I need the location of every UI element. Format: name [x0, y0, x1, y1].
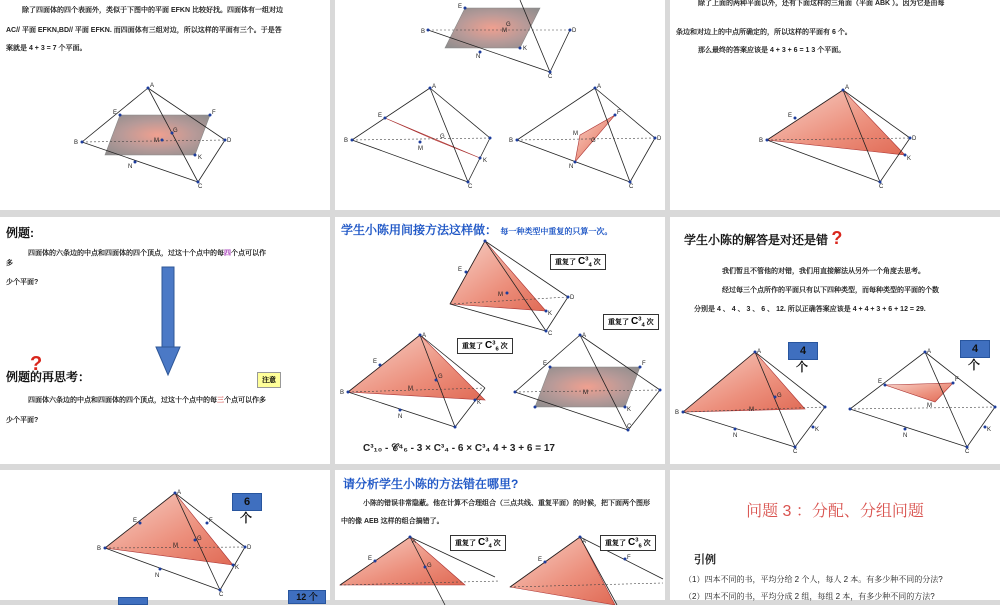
tetrahedron-diagram-top: [420, 0, 580, 80]
label-a: A: [432, 84, 437, 90]
unit-label-2: 个: [968, 358, 981, 372]
label-g: G: [427, 563, 432, 569]
label-k: K: [483, 158, 488, 164]
label-e: E: [538, 557, 543, 563]
slide3-text-line2: 条边和对边上的中点所确定的，所以这样的平面有 6 个。: [676, 29, 852, 36]
slide5-title: 学生小陈用间接方法这样做： 每一种类型中重复的只算一次。: [341, 223, 613, 237]
label-m: M: [418, 146, 423, 152]
label-d: D: [572, 28, 577, 34]
label-g: G: [440, 134, 445, 140]
slide1-text-line3: 案就是 4 + 3 = 7 个平面。: [6, 45, 87, 52]
slide4-question-line2: 少个平面?: [6, 279, 39, 286]
label-e: E: [458, 267, 463, 273]
slide4-question-line1: 四面体的六条边的中点和四面体的四个顶点，过这十个点中的每四个点可以作: [28, 250, 266, 257]
slide-2[interactable]: [335, 0, 665, 210]
label-f: F: [209, 518, 213, 524]
label-k: K: [907, 156, 912, 162]
label-d: D: [657, 136, 662, 142]
tetrahedron-diagram-abk: [95, 485, 255, 598]
label-m: M: [498, 292, 503, 298]
label-c: C: [198, 184, 203, 190]
label-e: E: [113, 110, 118, 116]
slide1-text-line2: AC// 平面 EFKN,BD// 平面 EFKN. 而四面体有三组对边，所以这样的平面有三个。于是答: [6, 27, 282, 34]
repeat-badge-2: 重复了 $C^3_6$ 次: [457, 338, 513, 354]
label-m: M: [154, 138, 159, 144]
tetrahedron-diagram-abk: [755, 80, 925, 190]
slide4-rethink-line2: 少个平面?: [6, 417, 39, 424]
tetrahedron-diagram-right: [505, 80, 665, 190]
label-m: M: [173, 543, 178, 549]
label-n: N: [398, 414, 403, 420]
slide-5[interactable]: [335, 217, 665, 464]
label-k: K: [523, 46, 528, 52]
label-g: G: [438, 374, 443, 380]
label-b: B: [509, 138, 514, 144]
repeat-badge-3: 重复了 $C^3_4$ 次: [603, 314, 659, 330]
label-c: C: [793, 449, 798, 455]
tetrahedron-diagram-left: [340, 332, 490, 432]
label-k: K: [548, 311, 553, 317]
slide9-item-2: （2）四本不同的书，平均分成 2 组，每组 2 本，有多少种不同的方法?: [684, 592, 935, 601]
label-k: K: [987, 427, 992, 433]
label-d: D: [912, 136, 917, 142]
slide8-title: 请分析学生小陈的方法错在哪里?: [343, 477, 519, 491]
label-b: B: [421, 29, 426, 35]
count-box-1: 4: [788, 342, 818, 360]
slide3-text-line3: 那么最终的答案应该是 4 + 3 + 6 = 1 3 个平面。: [698, 47, 846, 54]
slide6-text-line3: 分别是 4 、 4 、 3 、 6 、 12. 所以正确答案应该是 4 + 4 + 3 + 6 + 12 = 29.: [694, 306, 926, 313]
unit-label-1: 个: [796, 360, 809, 374]
slide9-item-1: （1）四本不同的书，平均分给 2 个人，每人 2 本。有多少种不同的分法?: [684, 575, 943, 584]
slide-9[interactable]: [670, 470, 1000, 600]
tetrahedron-diagram-left: [340, 80, 500, 190]
label-a: A: [582, 539, 587, 545]
label-a: A: [927, 349, 932, 355]
slide6-text-line1: 我们暂且不管他的对错，我们用直接解法从另外一个角度去思考。: [722, 268, 925, 275]
label-k: K: [477, 400, 482, 406]
label-f: F: [627, 555, 631, 561]
label-m: M: [502, 28, 507, 34]
slide-7[interactable]: [0, 470, 330, 600]
tetrahedron-diagram-efkn: [510, 332, 665, 432]
label-e: E: [543, 361, 548, 367]
label-a: A: [150, 83, 155, 89]
slide3-text-line1: 除了上面的两种平面以外，还有下面这样的三角面（平面 ABK ）。因为它是由每: [698, 0, 945, 7]
label-b: B: [340, 390, 345, 396]
label-g: G: [506, 22, 511, 28]
label-c: C: [548, 74, 553, 80]
slide5-subtitle: 每一种类型中重复的只算一次。: [500, 227, 613, 236]
label-f: F: [617, 110, 621, 116]
tetrahedron-diagram-left: [675, 347, 835, 457]
slide8-text-line1: 小陈的错误非常隐蔽。他在计算不合理组合（三点共线、重复平面）的时候，把下面两个图形: [363, 500, 650, 507]
repeat-badge-1: 重复了 $C^3_4$ 次: [450, 535, 506, 551]
label-d: D: [247, 545, 252, 551]
label-e: E: [378, 113, 383, 119]
tetrahedron-diagram-efkn: [70, 80, 250, 190]
slide-3[interactable]: [670, 0, 1000, 210]
label-g: G: [777, 393, 782, 399]
label-c: C: [219, 592, 224, 598]
slide-8[interactable]: [335, 470, 665, 600]
label-c: C: [879, 184, 884, 190]
slide8-text-line2: 中的像 AEB 这样的组合搞错了。: [341, 518, 444, 525]
count-box-12: 12 个: [288, 590, 326, 604]
label-m: M: [408, 386, 413, 392]
label-e: E: [458, 4, 463, 10]
repeat-badge-2: 重复了 $C^3_6$ 次: [600, 535, 656, 551]
label-f: F: [955, 377, 959, 383]
label-a: A: [412, 539, 417, 545]
label-n: N: [733, 433, 738, 439]
label-a: A: [422, 333, 427, 339]
slide1-text-line1: 除了四面体的四个表面外，类似于下图中的平面 EFKN 比较好找。四面体有一组对边: [22, 7, 283, 14]
question-mark-icon: ?: [30, 353, 43, 375]
count-box-6: 6: [232, 493, 262, 511]
label-b: B: [97, 546, 102, 552]
label-n: N: [903, 433, 908, 439]
slide4-title: 例题:: [6, 226, 35, 240]
slide5-formula: C³₁₀ - 𝒞⁴₆ - 3 × C³₄ - 6 × C³₄ 4 + 3 + 6 = 17: [363, 443, 555, 454]
label-a: A: [597, 84, 602, 90]
label-c: C: [468, 184, 473, 190]
label-f: F: [642, 361, 646, 367]
label-e: E: [133, 518, 138, 524]
slide4-question-line1c: 多: [6, 260, 13, 267]
label-e: E: [368, 556, 373, 562]
label-g: G: [173, 128, 178, 134]
note-badge: 注意: [257, 372, 281, 388]
label-b: B: [759, 138, 764, 144]
label-a: A: [757, 349, 762, 355]
slide4-rethink-title: 例题的再思考：: [6, 370, 91, 384]
label-b: B: [74, 140, 79, 146]
label-d: D: [227, 138, 232, 144]
label-k: K: [235, 565, 240, 571]
label-n: N: [128, 164, 133, 170]
repeat-badge-1: 重复了 $C^3_4$ 次: [550, 254, 606, 270]
label-e: E: [788, 113, 793, 119]
slide-6[interactable]: [670, 217, 1000, 464]
slide9-title: 问题 3 ：分配、分组问题: [746, 503, 924, 520]
label-n: N: [155, 573, 160, 579]
label-m: M: [573, 131, 578, 137]
label-k: K: [198, 155, 203, 161]
label-b: B: [344, 138, 349, 144]
count-box-2: 4: [960, 340, 990, 358]
down-arrow-icon: [155, 267, 181, 377]
label-e: E: [878, 379, 883, 385]
label-m: M: [749, 407, 754, 413]
label-m: M: [583, 390, 588, 396]
label-a: A: [582, 333, 587, 339]
slide6-text-line2: 经过每三个点所作的平面只有以下四种类型，而每种类型的平面的个数: [722, 287, 939, 294]
unit-label-6: 个: [240, 511, 253, 525]
slide-1[interactable]: [0, 0, 330, 210]
count-box-blue-left: [118, 597, 148, 605]
label-c: C: [627, 424, 632, 430]
label-g: G: [591, 138, 596, 144]
label-c: C: [548, 331, 553, 337]
label-f: F: [212, 110, 216, 116]
label-a: A: [177, 490, 182, 496]
label-e: E: [373, 359, 378, 365]
slide-4[interactable]: [0, 217, 330, 464]
label-a: A: [845, 85, 850, 91]
label-b: B: [675, 410, 680, 416]
label-n: N: [476, 54, 481, 60]
question-mark-icon: ?: [831, 228, 843, 248]
slide6-title: 学生小陈的解答是对还是错 ?: [684, 228, 843, 248]
label-c: C: [965, 449, 970, 455]
slide4-rethink-line1: 四面体六条边的中点和四面体的四个顶点，过这十个点中的每三个点可以作多: [28, 397, 266, 404]
label-k: K: [815, 427, 820, 433]
label-n: N: [569, 164, 574, 170]
label-d: D: [570, 295, 575, 301]
label-m: M: [927, 403, 932, 409]
slide9-section: 引例: [694, 554, 716, 566]
label-g: G: [197, 536, 202, 542]
label-c: C: [629, 184, 634, 190]
label-k: K: [627, 407, 632, 413]
